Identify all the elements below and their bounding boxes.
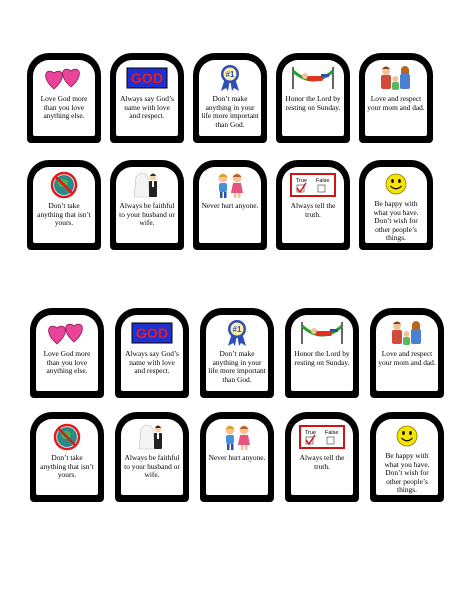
children-icon [199,170,261,200]
tablet-card [30,308,104,398]
tablet-card [285,308,359,398]
card-text: Honor the Lord by resting on Sunday. [285,94,341,112]
card-text: Be happy with what you have. Don’t wish for other people’s things. [373,199,419,243]
true-false-icon [291,422,353,452]
tablet-card [200,308,274,398]
tablet-card [110,53,184,143]
no-stealing-icon [36,422,98,452]
true-false-icon [282,170,344,200]
tablet-card [110,160,184,250]
no-stealing-icon [33,170,95,200]
tablet-card [276,53,350,143]
smiley-icon [365,170,427,198]
tablet-card [200,412,274,502]
hearts-icon [33,63,95,93]
svg-text:False: False [316,178,330,184]
card-text: Don’t make anything in your life more important than God. [201,94,259,129]
card-text: Love God more than you love anything else. [40,94,88,121]
svg-text:True: True [296,178,308,184]
card-text: Be happy with what you have. Don’t wish for other people’s things. [384,451,430,495]
hearts-icon [36,318,98,348]
god-sign-icon [121,318,183,348]
family-icon [376,318,438,348]
card-text: Always tell the truth. [290,201,336,219]
card-text: Honor the Lord by resting on Sunday. [294,349,350,367]
tablet-card [370,412,444,502]
card-text: Always say God’s name with love and respect. [125,349,179,376]
number-one-ribbon-icon [199,63,261,93]
tablet-card [193,53,267,143]
tablet-card [359,53,433,143]
svg-text:GOD: GOD [136,325,168,341]
card-text: Love God more than you love anything else. [43,349,91,376]
card-text: Always say God’s name with love and respect. [120,94,174,121]
card-text: Don’t make anything in your life more important than God. [208,349,266,384]
svg-text:False: False [325,430,339,436]
tablet-card [30,412,104,502]
tablet-card [115,412,189,502]
card-text: Don’t take anything that isn’t yours. [40,453,94,480]
tablet-card [27,53,101,143]
family-icon [365,63,427,93]
svg-text:#1: #1 [225,70,235,79]
svg-text:#1: #1 [232,325,242,334]
wedding-couple-icon [116,170,178,200]
card-text: Always tell the truth. [299,453,345,471]
god-sign-icon [116,63,178,93]
children-icon [206,422,268,452]
smiley-icon [376,422,438,450]
card-text: Always be faithful to your husband or wife. [124,453,180,480]
card-text: Never hurt anyone. [201,201,259,210]
tablet-card [276,160,350,250]
svg-text:GOD: GOD [131,70,163,86]
tablet-card [115,308,189,398]
card-text: Love and respect your mom and dad. [378,349,436,367]
hammock-icon [282,63,344,93]
number-one-ribbon-icon [206,318,268,348]
card-text: Love and respect your mom and dad. [367,94,425,112]
card-text: Don’t take anything that isn’t yours. [37,201,91,228]
tablet-card [285,412,359,502]
card-text: Never hurt anyone. [208,453,266,462]
tablet-card [27,160,101,250]
tablet-card [193,160,267,250]
tablet-card [370,308,444,398]
wedding-couple-icon [121,422,183,452]
hammock-icon [291,318,353,348]
svg-text:True: True [305,430,317,436]
tablet-card [359,160,433,250]
card-text: Always be faithful to your husband or wife. [119,201,175,228]
